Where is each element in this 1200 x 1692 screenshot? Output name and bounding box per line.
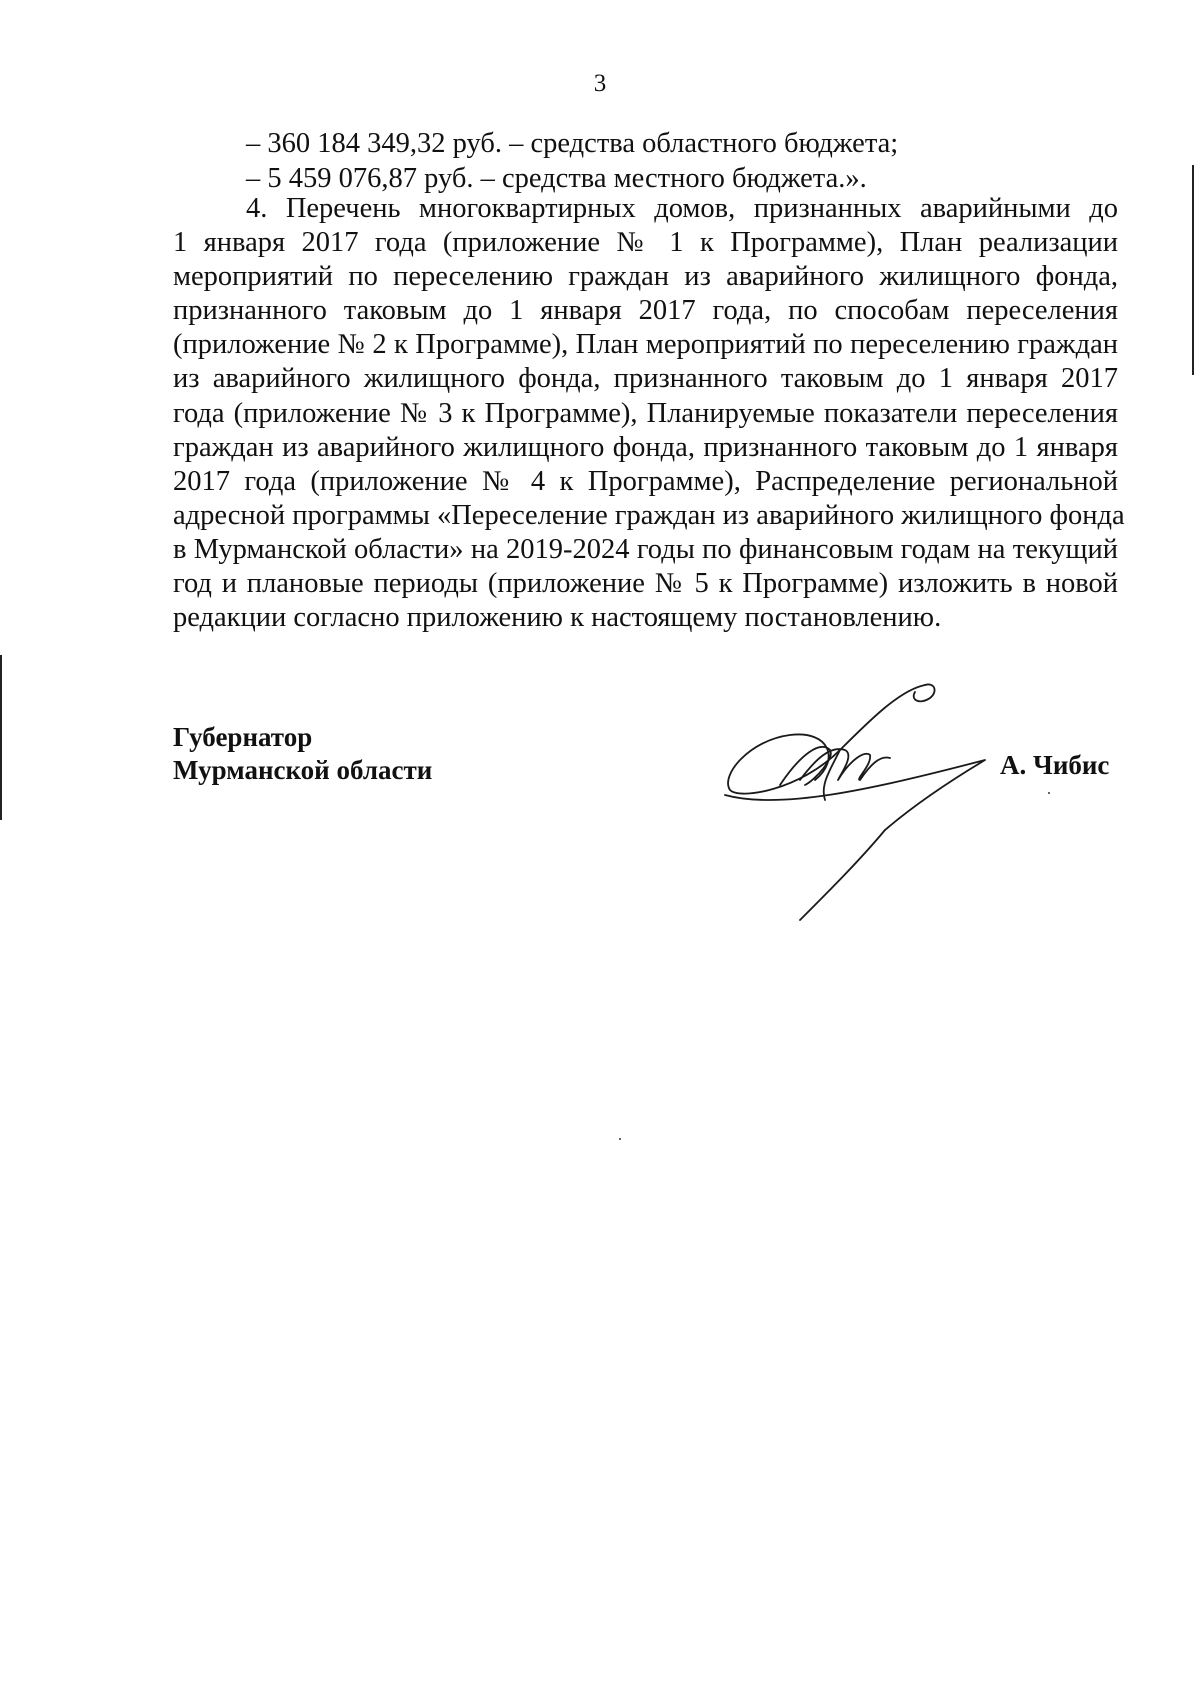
paragraph-line: признанного таковым до 1 января 2017 года, по способам переселения [173,295,1118,327]
paragraph-line: редакции согласно приложению к настоящему постановлению. [173,602,942,634]
paragraph-line: 4. Перечень многоквартирных домов, признанных аварийными до [246,193,1118,224]
paragraph-line: год и плановые периоды (приложение № 5 к Программе) изложить в новой [173,568,1118,600]
scan-edge-mark [1192,165,1194,375]
paragraph-line: граждан из аварийного жилищного фонда, признанного таковым до 1 января [173,431,1118,463]
scan-speck [1048,792,1050,794]
handwritten-signature [720,680,1000,930]
scan-speck [619,1138,621,1140]
paragraph-line: 2017 года (приложение № 4 к Программе), Распределение региональной [173,465,1118,497]
paragraph-line: в Мурманской области» на 2019-2024 годы по финансовым годам на текущий [173,533,1118,565]
paragraph-line: мероприятий по переселению граждан из аварийного жилищного фонда, [173,261,1118,293]
paragraph-line: 1 января 2017 года (приложение № 1 к Программе), План реализации [173,227,1118,259]
signatory-name: А. Чибис [1000,750,1110,780]
paragraph-line: из аварийного жилищного фонда, признанного таковым до 1 января 2017 [173,363,1118,395]
paragraph-line: адресной программы «Переселение граждан из аварийного жилищного фонда [173,499,1125,531]
paragraph-line: (приложение № 2 к Программе), План мероприятий по переселению граждан [173,329,1118,361]
scan-edge-mark [0,655,2,820]
funding-line-local: – 5 459 076,87 руб. – средства местного бюджета.». [246,163,867,194]
signatory-title: Губернатор [173,722,313,752]
paragraph-item-4 [173,192,1125,635]
page-number: 3 [593,70,607,97]
signatory-region: Мурманской области [173,755,433,785]
paragraph-line: года (приложение № 3 к Программе), Планируемые показатели переселения [173,397,1118,429]
funding-line-regional: – 360 184 349,32 руб. – средства областного бюджета; [246,128,899,159]
